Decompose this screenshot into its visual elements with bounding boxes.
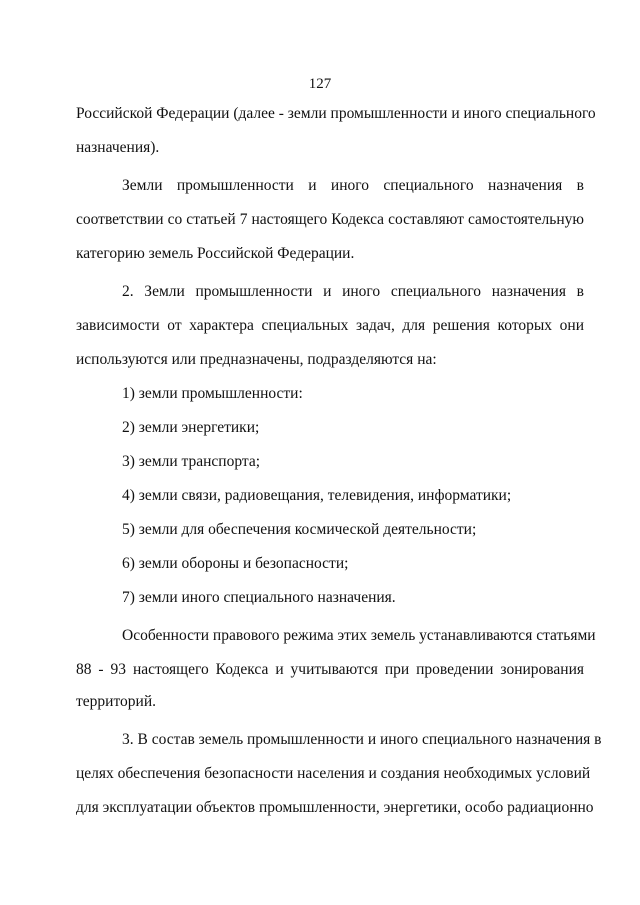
text-line: 88 - 93 настоящего Кодекса и учитываются при проведении зонирования: [76, 661, 584, 678]
list-item: 6) земли обороны и безопасности;: [122, 555, 349, 572]
list-item: 4) земли связи, радиовещания, телевидения, информатики;: [122, 487, 512, 504]
text-line: используются или предназначены, подразделяются на:: [76, 351, 437, 368]
text-line: Особенности правового режима этих земель устанавливаются статьями: [122, 627, 596, 644]
list-item: 3) земли транспорта;: [122, 453, 261, 470]
text-line: Российской Федерации (далее - земли промышленности и иного специального: [76, 105, 596, 122]
page-number: 127: [308, 76, 332, 92]
list-item: 1) земли промышленности:: [122, 385, 303, 402]
text-line: соответствии со статьей 7 настоящего Кодекса составляют самостоятельную: [76, 211, 584, 228]
list-item: 5) земли для обеспечения космической деятельности;: [122, 521, 477, 538]
text-line: целях обеспечения безопасности населения и создания необходимых условий: [76, 765, 591, 782]
text-line: назначения).: [76, 139, 160, 156]
list-item: 2) земли энергетики;: [122, 419, 260, 436]
list-item: 7) земли иного специального назначения.: [122, 589, 396, 606]
text-line: зависимости от характера специальных задач, для решения которых они: [76, 317, 584, 334]
text-line: 2. Земли промышленности и иного специального назначения в: [122, 283, 584, 300]
text-line: для эксплуатации объектов промышленности, энергетики, особо радиационно: [76, 799, 594, 816]
text-line: категорию земель Российской Федерации.: [76, 245, 355, 262]
text-line: 3. В состав земель промышленности и иного специального назначения в: [122, 731, 602, 748]
text-line: Земли промышленности и иного специального назначения в: [122, 177, 584, 194]
text-line: территорий.: [76, 693, 156, 710]
